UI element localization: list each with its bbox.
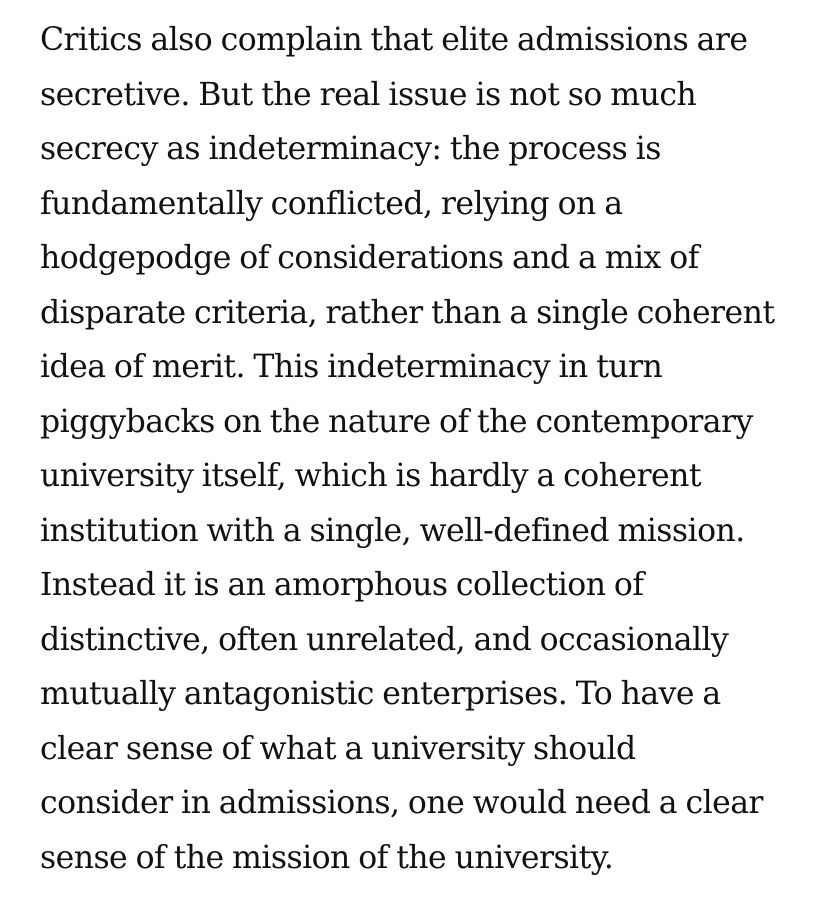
paragraph-line: Instead it is an amorphous collection of bbox=[40, 567, 644, 603]
paragraph-line: disparate criteria, rather than a single coherent bbox=[40, 294, 775, 331]
paragraph-line: institution with a single, well-defined mission. bbox=[40, 512, 745, 549]
paragraph-line: fundamentally conflicted, relying on a bbox=[40, 185, 623, 222]
paragraph-line: idea of merit. This indeterminacy in turn bbox=[40, 349, 663, 385]
paragraph-line: hodgepodge of considerations and a mix of bbox=[40, 240, 699, 276]
paragraph-line: mutually antagonistic enterprises. To have a bbox=[40, 676, 721, 712]
paragraph-line: secretive. But the real issue is not so much bbox=[40, 76, 697, 113]
article-paragraph bbox=[40, 13, 810, 885]
paragraph-line: secrecy as indeterminacy: the process is bbox=[40, 131, 661, 167]
paragraph-line: consider in admissions, one would need a clear bbox=[40, 785, 763, 821]
paragraph-line: piggybacks on the nature of the contemporary bbox=[40, 403, 753, 440]
paragraph-line: Critics also complain that elite admissions are bbox=[40, 22, 748, 58]
paragraph-line: sense of the mission of the university. bbox=[40, 839, 614, 876]
paragraph-line: distinctive, often unrelated, and occasionally bbox=[40, 621, 729, 658]
paragraph-line: clear sense of what a university should bbox=[40, 730, 636, 767]
paragraph-line: university itself, which is hardly a coherent bbox=[40, 458, 701, 494]
